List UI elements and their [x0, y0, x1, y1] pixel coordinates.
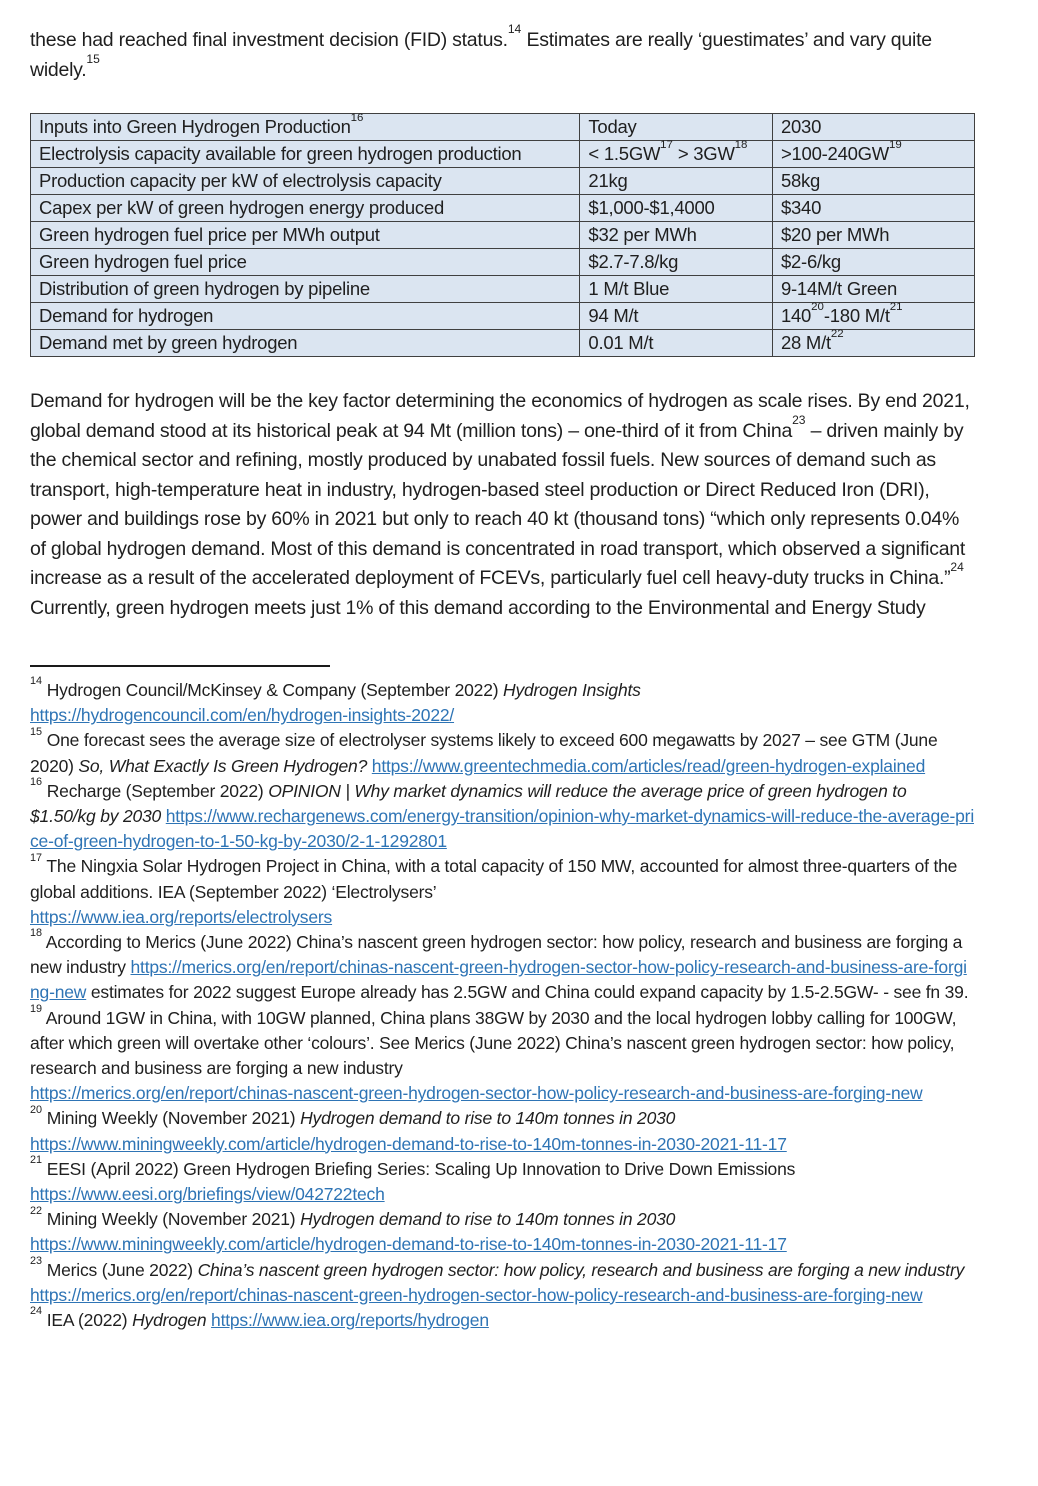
footnote-number: 24	[30, 1305, 43, 1318]
table-cell: $2-6/kg	[772, 249, 974, 276]
table-cell: < $1.5GW^{17} > 3GW^{18}$	[580, 141, 773, 168]
footnote-20: $^{20}$ Mining Weekly (November 2021) Hydrogen demand to rise to 140m tonnes in 2030 https://www.miningweekly.com/article/hydrogen-demand-to-rise-to-140m-tonnes-in-2030-2021-11-17	[30, 1103, 787, 1154]
footnote-23: $^{23}$ Merics (June 2022) China’s nascent green hydrogen sector: how policy, research and business are forging a new industry https://merics.org/en/report/chinas-nascent-green-hydrogen-sector-how-policy-research-and-business-are-forging-new	[30, 1254, 965, 1305]
italic-title: Hydrogen Insights	[503, 680, 641, 700]
footnote-separator	[30, 665, 330, 667]
footnote-22: $^{22}$ Mining Weekly (November 2021) Hydrogen demand to rise to 140m tonnes in 2030 https://www.miningweekly.com/article/hydrogen-demand-to-rise-to-140m-tonnes-in-2030-2021-11-17	[30, 1204, 787, 1255]
table-cell: 58kg	[772, 168, 974, 195]
footnote-number: 17	[30, 851, 43, 864]
table-cell: Green hydrogen fuel price per MWh output	[31, 222, 580, 249]
table-row	[31, 303, 975, 330]
hyperlink[interactable]: https://merics.org/en/report/chinas-nascent-green-hydrogen-sector-how-policy-research-and-business-are-forging-new	[30, 1083, 923, 1104]
table-cell: $1,000-$1,4000	[580, 195, 773, 222]
hyperlink[interactable]: https://www.rechargenews.com/energy-transition/opinion-why-market-dynamics-will-reduce-the-average-price-of-green-hydrogen-to-1-50-kg-by-2030/2-1-1292801	[30, 806, 975, 852]
footnote-ref: 14	[507, 22, 522, 37]
footnote-number: 20	[30, 1103, 43, 1116]
footnote-number: 16	[30, 776, 43, 789]
table-cell: 9-14M/t Green	[772, 276, 974, 303]
hyperlink[interactable]: https://www.iea.org/reports/hydrogen	[211, 1310, 489, 1331]
footnote-ref: 17	[660, 138, 673, 151]
footnote-number: 15	[30, 725, 43, 738]
footnote-ref: 18	[734, 138, 748, 151]
italic-title: Hydrogen demand to rise to 140m tonnes in 2030	[300, 1108, 676, 1129]
footnote-number: 18	[30, 927, 43, 940]
hyperlink[interactable]: https://www.eesi.org/briefings/view/042722tech	[30, 1184, 385, 1205]
table-cell: $2.7-7.8/kg	[580, 249, 773, 276]
table-cell: $>100-240GW^{19}$	[772, 141, 974, 168]
table-cell: 28 $M/t^{22}$	[772, 330, 974, 357]
footnote-number: 19	[30, 1002, 43, 1015]
footnote-21: $^{21}$ EESI (April 2022) Green Hydrogen Briefing Series: Scaling Up Innovation to Drive Down Emissions https://www.eesi.org/briefings/view/042722tech	[30, 1154, 796, 1205]
table-cell: 0.01 M/t	[580, 330, 773, 357]
table-cell: $32 per MWh	[580, 222, 773, 249]
italic-title: Hydrogen demand to rise to 140m tonnes in 2030	[300, 1209, 676, 1230]
table-cell: $140^{20}-180$ $M/t^{21}$	[772, 303, 974, 330]
footnote-ref: 20	[811, 300, 824, 313]
table-row	[31, 330, 975, 357]
table-header-cell: Inputs into Green Hydrogen Production$^{16}$	[31, 114, 580, 141]
footnote-18: $^{18}$ According to Merics (June 2022) China’s nascent green hydrogen sector: how policy, research and business are forging a new industry https://merics.org/en/report/chinas-nascent-green-hydrogen-sector-how-policy-research-and-business-are-forging-new estimates for 2022 suggest Europe already has 2.5GW and China could expand capacity by 1.5-2.5GW- - see fn 39.	[30, 927, 969, 1003]
table-cell: Demand for hydrogen	[31, 303, 580, 330]
footnote-ref: 19	[889, 138, 902, 151]
footnote-24: $^{24}$ IEA (2022) Hydrogen https://www.iea.org/reports/hydrogen	[30, 1305, 489, 1331]
italic-title: Hydrogen	[132, 1310, 207, 1331]
table-cell: Demand met by green hydrogen	[31, 330, 580, 357]
hyperlink[interactable]: https://www.greentechmedia.com/articles/read/green-hydrogen-explained	[371, 755, 926, 776]
table-cell: Capex per kW of green hydrogen energy produced	[31, 195, 580, 222]
footnote-19: $^{19}$ Around 1GW in China, with 10GW planned, China plans 38GW by 2030 and the local hydrogen lobby calling for 100GW, after which green will overtake other ‘colours’. See Merics (June 2022) China’s nascent green hydrogen sector: how policy, research and business are forging a new industry https://merics.org/en/report/chinas-nascent-green-hydrogen-sector-how-policy-research-and-business-are-forging-new	[30, 1002, 957, 1104]
table-header-cell: 2030	[772, 114, 974, 141]
footnote-ref: 16	[350, 111, 364, 124]
table-cell: Distribution of green hydrogen by pipeline	[31, 276, 580, 303]
footnote-ref: 21	[889, 300, 903, 313]
footnote-ref: 23	[792, 412, 806, 427]
footnote-number: 23	[30, 1254, 43, 1267]
table-cell: $20 per MWh	[772, 222, 974, 249]
footnote-number: 14	[30, 675, 43, 688]
footnote-ref: 22	[830, 327, 844, 340]
table-cell: Production capacity per kW of electrolysis capacity	[31, 168, 580, 195]
footnote-16: $^{16}$ Recharge (September 2022) OPINION | Why market dynamics will reduce the average price of green hydrogen to $1.50/kg by 2030 https://www.rechargenews.com/energy-transition/opinion-why-market-dynamics-will-reduce-the-average-price-of-green-hydrogen-to-1-50-kg-by-2030/2-1-1292801	[30, 776, 975, 852]
italic-title: China’s nascent green hydrogen sector: how policy, research and business are forging a new industry	[197, 1259, 965, 1280]
table-row	[31, 168, 975, 195]
body-paragraph: Demand for hydrogen will be the key factor determining the economics of hydrogen as scale rises. By end 2021, global demand stood at its historical peak at 94 Mt (million tons) – one-third of it from China$^{23}$ – driven mainly by the chemical sector and refining, mostly produced by unabated fossil fuels. New sources of demand such as transport, high-temperature heat in industry, hydrogen-based steel production or Direct Reduced Iron (DRI), power and buildings rose by 60% in 2021 but only to reach 40 kt (thousand tons) “which only represents 0.04% of global hydrogen demand. Most of this demand is concentrated in road transport, which observed a significant increase as a result of the accelerated deployment of FCEVs, particularly fuel cell heavy-duty trucks in China.”$^{24}$ Currently, green hydrogen meets just 1% of this demand according to the Environmental and Energy Study	[30, 390, 970, 619]
table-header-cell: Today	[580, 114, 773, 141]
footnote-number: 22	[30, 1204, 43, 1217]
table-cell: 94 M/t	[580, 303, 773, 330]
footnotes-section	[30, 675, 975, 1333]
footnote-number: 21	[30, 1154, 43, 1167]
table-cell: Electrolysis capacity available for green hydrogen production	[31, 141, 580, 168]
table-row	[31, 222, 975, 249]
table-header	[31, 111, 975, 141]
hyperlink[interactable]: https://hydrogencouncil.com/en/hydrogen-insights-2022/	[30, 705, 455, 726]
footnote-ref: 15	[86, 51, 100, 66]
table-cell: 1 M/t Blue	[580, 276, 773, 303]
hyperlink[interactable]: https://www.miningweekly.com/article/hydrogen-demand-to-rise-to-140m-tonnes-in-2030-2021-11-17	[30, 1234, 787, 1255]
footnote-15: $^{15}$ One forecast sees the average size of electrolyser systems likely to exceed 600 megawatts by 2027 – see GTM (June 2020) So, What Exactly Is Green Hydrogen? https://www.greentechmedia.com/articles/read/green-hydrogen-explained	[30, 725, 938, 776]
table-row	[31, 195, 975, 222]
intro-paragraph: these had reached final investment decision (FID) status.$^{14}$ Estimates are really ‘guestimates’ and vary quite widely.$^{15}$	[30, 22, 932, 81]
table-cell: Green hydrogen fuel price	[31, 249, 580, 276]
table-header-row	[31, 114, 975, 141]
table-row	[31, 249, 975, 276]
footnote-ref: 24	[950, 560, 964, 575]
hyperlink[interactable]: https://www.iea.org/reports/electrolysers	[30, 906, 333, 927]
hyperlink[interactable]: https://www.miningweekly.com/article/hydrogen-demand-to-rise-to-140m-tonnes-in-2030-2021-11-17	[30, 1133, 787, 1154]
footnote-17: $^{17}$ The Ningxia Solar Hydrogen Project in China, with a total capacity of 150 MW, accounted for almost three-quarters of the global additions. IEA (September 2022) ‘Electrolysers’ https://www.iea.org/reports/electrolysers	[30, 851, 958, 927]
hyperlink[interactable]: https://merics.org/en/report/chinas-nascent-green-hydrogen-sector-how-policy-research-and-business-are-forging-new	[30, 957, 967, 1003]
table-row	[31, 141, 975, 168]
table-cell: 21kg	[580, 168, 773, 195]
table-body	[31, 138, 975, 357]
footnote-14: $^{14}$ Hydrogen Council/McKinsey & Company (September 2022) Hydrogen Insights https://hydrogencouncil.com/en/hydrogen-insights-2022/	[30, 675, 641, 726]
hyperlink[interactable]: https://merics.org/en/report/chinas-nascent-green-hydrogen-sector-how-policy-research-and-business-are-forging-new	[30, 1284, 923, 1305]
italic-title: OPINION | Why market dynamics will reduce the average price of green hydrogen to $1.50/kg by 2030	[30, 780, 907, 827]
table-row	[31, 276, 975, 303]
table-cell: $340	[772, 195, 974, 222]
italic-title: So, What Exactly Is Green Hydrogen?	[78, 755, 368, 776]
hydrogen-inputs-table	[30, 113, 975, 357]
